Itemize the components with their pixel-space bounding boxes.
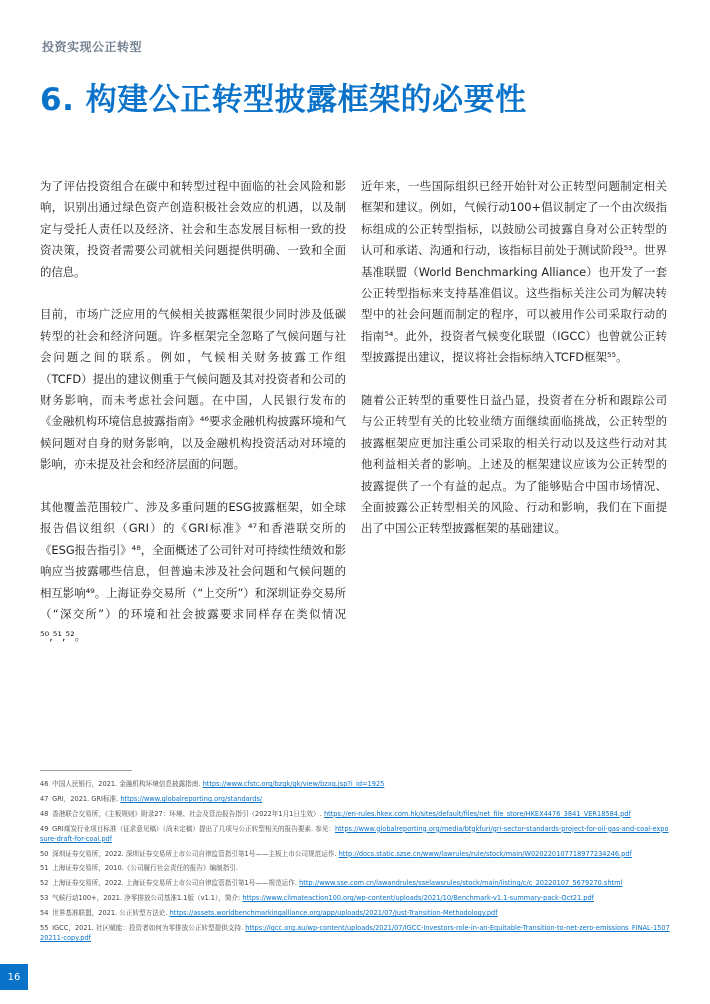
footnote-text: IGCC，2021. 社区赋能：投资者如何为零排放公正转型提供支持. [52, 924, 246, 933]
footnote-number: 51 [40, 864, 49, 873]
page-number: 16 [0, 964, 28, 990]
footnote-link[interactable]: https://igcc.org.au/wp-content/uploads/2021/07/IGCC-Investors-role-in-an-Equitable-Transition-to-net-zero-emissions_FINAL-150720211-copy.pdf [40, 924, 670, 943]
footnote-item [40, 779, 670, 789]
left-column [40, 176, 346, 668]
footnote-text: 深圳证券交易所，2022. 深圳证券交易所上市公司自律监管指引第1号——主板上市公司规范运作. [52, 849, 339, 858]
footnote-item [40, 878, 670, 888]
footnote-item [40, 849, 670, 859]
footnote-number: 49 [40, 824, 49, 833]
footnote-link[interactable]: http://docs.static.szse.cn/www/lawrules/rule/stock/main/W020220107718977234246.pdf [338, 849, 632, 858]
footnote-item [40, 923, 670, 943]
footnote-text: 中国人民银行，2021. 金融机构环境信息披露指南. [52, 780, 203, 788]
paragraph: 近年来，一些国际组织已经开始针对公正转型问题制定相关框架和建议。例如，气候行动100+倡议制定了一个由次级指标组成的公正转型指标，以鼓励公司披露自身对公正转型的认可和承诺、沟通和行动，该指标目前处于测试阶段⁵³。世界基准联盟（World Benchmarking Alliance）也开发了一套公正转型指标来支持基准倡议。这些指标关注公司为解决转型中的社会问题而制定的程序，可以被用作公司采取行动的指南⁵⁴。此外，投资者气候变化联盟（IGCC）也曾就公正转型披露提出建议，提议将社会指标纳入TCFD框架⁵⁵。 [361, 179, 667, 365]
footnote-text: 上海证券交易所，2022. 上海证券交易所上市公司自律监管指引第1号——规范运作. [52, 879, 300, 888]
footnote-divider [40, 770, 132, 771]
footnote-link[interactable]: https://www.globalreporting.org/standards/ [120, 794, 263, 803]
footnote-link[interactable]: https://www.cfstc.org/bzgk/gk/view/bzxq.jsp?i_id=1925 [202, 780, 385, 788]
footnote-item [40, 809, 670, 819]
right-column [361, 176, 667, 561]
footnote-link[interactable]: http://www.sse.com.cn/lawandrules/sselawsrules/stock/main/listing/c/c_20220107_5679270.shtml [299, 879, 623, 888]
footnote-item [40, 908, 670, 918]
footnotes [40, 779, 670, 948]
paragraph: 其他覆盖范围较广、涉及多重问题的ESG披露框架，如全球报告倡议组织（GRI）的《GRI标准》⁴⁷和香港联交所的《ESG报告指引》⁴⁸，全面概述了公司针对可持续性绩效和影响应当披露哪些信息，但普遍未涉及社会问题和气候问题的相互影响⁴⁹。上海证券交易所（“上交所”）和深圳证券交易所（“深交所”）的环境和社会披露要求同样存在类似情况⁵⁰,⁵¹,⁵²。 [40, 500, 346, 643]
footnote-number: 50 [40, 849, 49, 858]
footnote-link[interactable]: https://en-rules.hkex.com.hk/sites/default/files/net_file_store/HKEX4476_3841_VER18584.pdf [323, 809, 631, 818]
footnote-number: 54 [40, 909, 49, 918]
footnote-item [40, 794, 670, 804]
footnote-number: 53 [40, 894, 49, 903]
chapter-title: 6. 构建公正转型披露框架的必要性 [40, 82, 527, 118]
footnote-item [40, 863, 670, 873]
paragraph: 目前，市场广泛应用的气候相关披露框架很少同时涉及低碳转型的社会和经济问题。许多框架完全忽略了气候问题与社会问题之间的联系。例如，气候相关财务披露工作组（TCFD）提出的建议侧重于气候问题及其对投资者和公司的财务影响，而未考虑社会问题。在中国，人民银行发布的《金融机构环境信息披露指南》⁴⁶要求金融机构披露环境和气候问题对自身的财务影响，以及金融机构投资活动对环境的影响，亦未提及社会和经济层面的问题。 [40, 307, 346, 472]
paragraph: 为了评估投资组合在碳中和转型过程中面临的社会风险和影响，识别出通过绿色资产创造积极社会效应的机遇，以及制定与受托人责任以及经济、社会和生态发展目标相一致的投资决策，投资者需要公司就相关问题提供明确、一致和全面的信息。 [40, 179, 346, 279]
footnote-text: 上海证券交易所，2010.《公司履行社会责任的报告》编制指引. [52, 864, 238, 873]
footnote-number: 55 [40, 924, 49, 933]
footnote-item [40, 893, 670, 903]
footnote-text: GRI煤炭行业项目标准（征求意见稿）（尚未定稿）提出了几项与公正转型相关的报告要素. 参见： [52, 824, 335, 833]
footnote-number: 46 [40, 780, 49, 788]
footnote-link[interactable]: https://www.globalreporting.org/media/btgkfuri/gri-sector-standards-project-for-oil-gas-and-coal-exposure-draft-for-coal.pdf [40, 824, 669, 843]
footnote-link[interactable]: https://www.climateaction100.org/wp-content/uploads/2021/10/Benchmark-v1.1-summary-pack-Oct21.pdf [242, 894, 594, 903]
footnote-text: 气候行动100+，2021. 净零排放公司基准1.1版（v1.1），简介: [52, 894, 243, 903]
footnote-number: 52 [40, 879, 49, 888]
footnote-item [40, 824, 670, 844]
footnote-link[interactable]: https://assets.worldbenchmarkingalliance.org/app/uploads/2021/07/Just-Transition-Methodology.pdf [169, 909, 498, 918]
footnote-text: 世界基准联盟，2021. 公正转型方法论. [52, 909, 170, 918]
running-header: 投资实现公正转型 [42, 40, 143, 54]
footnote-text: GRI，2021. GRI标准. [52, 794, 121, 803]
footnote-number: 48 [40, 809, 49, 818]
paragraph: 随着公正转型的重要性日益凸显，投资者在分析和跟踪公司与公正转型有关的比较业绩方面继续面临挑战，公正转型的披露框架应更加注重公司采取的相关行动以及这些行动对其他利益相关者的影响。上述及的框架建议应该为公正转型的披露提供了一个有益的起点。为了能够贴合中国市场情况、全面披露公正转型相关的风险、行动和影响，我们在下面提出了中国公正转型披露框架的基础建议。 [361, 393, 667, 536]
footnote-text: 香港联合交易所，《主板规则》附录27：环境、社会及管治报告指引（2022年1月1日生效）. [52, 809, 324, 818]
footnote-number: 47 [40, 794, 49, 803]
